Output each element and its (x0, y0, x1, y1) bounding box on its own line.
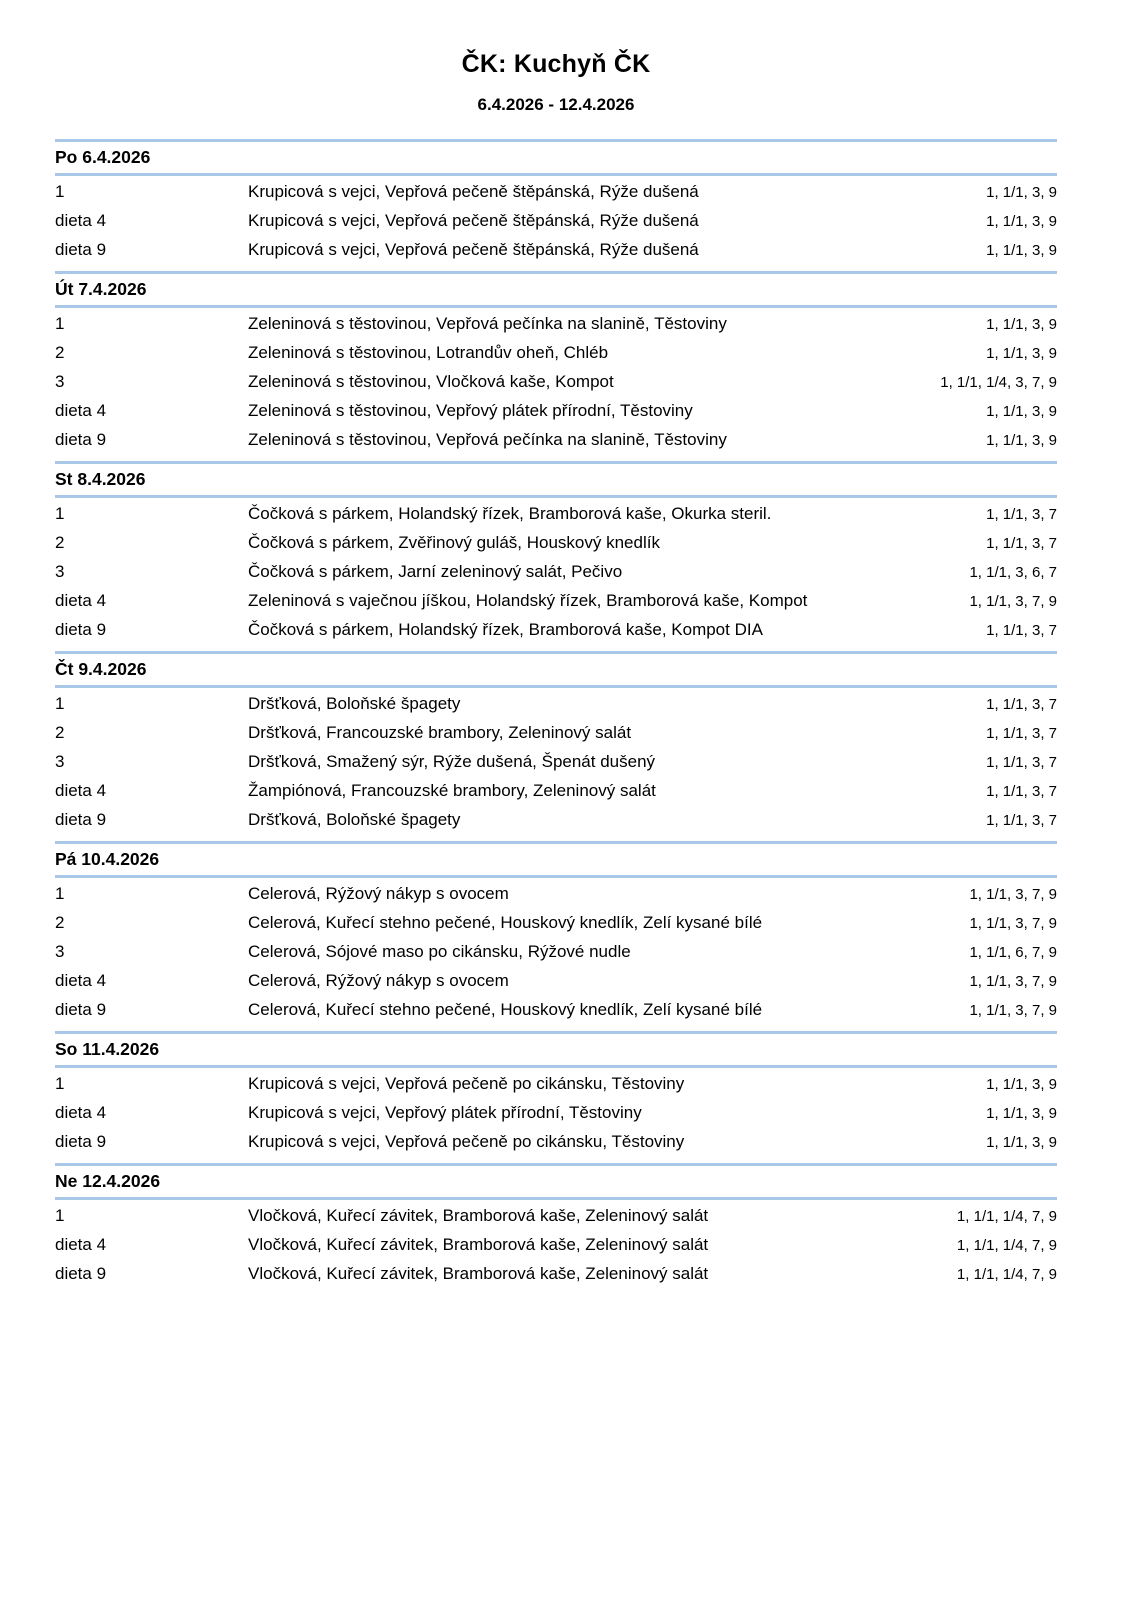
day-section-saturday (55, 1031, 1057, 1163)
allergen-codes: 1, 1/1, 3, 9 (986, 432, 1057, 449)
day-section-tuesday (55, 271, 1057, 461)
meal-description: Krupicová s vejci, Vepřová pečeně po cikánsku, Těstoviny (248, 1074, 685, 1093)
meal-type-label: 3 (55, 562, 65, 581)
menu-row (55, 616, 1057, 645)
meal-type-label: dieta 4 (55, 401, 107, 420)
day-body (55, 498, 1057, 651)
meal-type-label: dieta 9 (55, 620, 107, 639)
allergen-codes: 1, 1/1, 3, 6, 7 (969, 564, 1057, 581)
menu-row (55, 587, 1057, 616)
day-body (55, 176, 1057, 271)
day-header: So 11.4.2026 (55, 1031, 1057, 1068)
meal-type-label: dieta 9 (55, 240, 107, 259)
day-header: St 8.4.2026 (55, 461, 1057, 498)
day-section-wednesday (55, 461, 1057, 651)
meal-type-label: 3 (55, 942, 65, 961)
meal-description: Dršťková, Boloňské špagety (248, 694, 461, 713)
allergen-codes: 1, 1/1, 1/4, 7, 9 (956, 1237, 1057, 1254)
allergen-codes: 1, 1/1, 3, 7, 9 (969, 593, 1057, 610)
meal-type-label: dieta 4 (55, 971, 107, 990)
meal-type-label: 1 (55, 504, 65, 523)
meal-description: Dršťková, Francouzské brambory, Zeleninový salát (248, 723, 632, 742)
day-body (55, 1200, 1057, 1295)
menu-row (55, 806, 1057, 835)
meal-description: Čočková s párkem, Holandský řízek, Bramborová kaše, Kompot DIA (248, 620, 763, 639)
menu-row (55, 996, 1057, 1025)
day-header: Čt 9.4.2026 (55, 651, 1057, 688)
date-range-subtitle: 6.4.2026 - 12.4.2026 (477, 95, 635, 114)
menu-row (55, 236, 1057, 265)
allergen-codes: 1, 1/1, 6, 7, 9 (969, 944, 1057, 961)
day-header: Po 6.4.2026 (55, 139, 1057, 176)
meal-description: Krupicová s vejci, Vepřová pečeně štěpánská, Rýže dušená (248, 240, 699, 259)
meal-type-label: dieta 4 (55, 1235, 107, 1254)
allergen-codes: 1, 1/1, 1/4, 7, 9 (956, 1266, 1057, 1283)
allergen-codes: 1, 1/1, 3, 9 (986, 345, 1057, 362)
day-body (55, 1068, 1057, 1163)
meal-description: Vločková, Kuřecí závitek, Bramborová kaše, Zeleninový salát (248, 1235, 709, 1254)
meal-description: Dršťková, Boloňské špagety (248, 810, 461, 829)
meal-type-label: 2 (55, 913, 65, 932)
menu-row (55, 1099, 1057, 1128)
meal-description: Zeleninová s těstovinou, Lotrandův oheň, Chléb (248, 343, 609, 362)
meal-description: Vločková, Kuřecí závitek, Bramborová kaše, Zeleninový salát (248, 1206, 709, 1225)
day-header: Ne 12.4.2026 (55, 1163, 1057, 1200)
allergen-codes: 1, 1/1, 3, 7, 9 (969, 915, 1057, 932)
meal-description: Celerová, Rýžový nákyp s ovocem (248, 884, 509, 903)
menu-row (55, 178, 1057, 207)
menu-row (55, 500, 1057, 529)
day-section-monday (55, 139, 1057, 271)
menu-row (55, 938, 1057, 967)
meal-description: Zeleninová s vaječnou jíškou, Holandský řízek, Bramborová kaše, Kompot (248, 591, 808, 610)
allergen-codes: 1, 1/1, 3, 7, 9 (969, 886, 1057, 903)
menu-row (55, 1202, 1057, 1231)
menu-row (55, 967, 1057, 996)
day-body (55, 688, 1057, 841)
meal-type-label: 2 (55, 343, 65, 362)
meal-description: Žampiónová, Francouzské brambory, Zeleninový salát (248, 781, 656, 800)
day-header: Út 7.4.2026 (55, 271, 1057, 308)
day-section-friday (55, 841, 1057, 1031)
allergen-codes: 1, 1/1, 3, 9 (986, 403, 1057, 420)
meal-type-label: 3 (55, 752, 65, 771)
meal-type-label: dieta 4 (55, 591, 107, 610)
meal-description: Vločková, Kuřecí závitek, Bramborová kaše, Zeleninový salát (248, 1264, 709, 1283)
meal-description: Čočková s párkem, Jarní zeleninový salát, Pečivo (248, 562, 623, 581)
day-section-sunday (55, 1163, 1057, 1295)
allergen-codes: 1, 1/1, 3, 7 (986, 622, 1057, 639)
meal-description: Celerová, Sójové maso po cikánsku, Rýžové nudle (248, 942, 631, 961)
menu-row (55, 909, 1057, 938)
meal-description: Zeleninová s těstovinou, Vepřová pečínka na slanině, Těstoviny (248, 314, 727, 333)
menu-row (55, 426, 1057, 455)
allergen-codes: 1, 1/1, 3, 7 (986, 535, 1057, 552)
meal-type-label: dieta 9 (55, 810, 107, 829)
allergen-codes: 1, 1/1, 3, 9 (986, 316, 1057, 333)
meal-description: Zeleninová s těstovinou, Vepřová pečínka na slanině, Těstoviny (248, 430, 727, 449)
menu-row (55, 777, 1057, 806)
menu-row (55, 310, 1057, 339)
menu-row (55, 690, 1057, 719)
menu-document (55, 0, 1057, 1295)
allergen-codes: 1, 1/1, 3, 7, 9 (969, 1002, 1057, 1019)
menu-row (55, 748, 1057, 777)
meal-type-label: 1 (55, 314, 65, 333)
menu-row (55, 1231, 1057, 1260)
meal-description: Krupicová s vejci, Vepřová pečeně štěpánská, Rýže dušená (248, 182, 699, 201)
menu-row (55, 339, 1057, 368)
allergen-codes: 1, 1/1, 3, 7 (986, 783, 1057, 800)
meal-description: Zeleninová s těstovinou, Vepřový plátek přírodní, Těstoviny (248, 401, 693, 420)
meal-type-label: 3 (55, 372, 65, 391)
meal-description: Krupicová s vejci, Vepřová pečeně štěpánská, Rýže dušená (248, 211, 699, 230)
meal-type-label: 1 (55, 694, 65, 713)
allergen-codes: 1, 1/1, 3, 7 (986, 812, 1057, 829)
meal-description: Celerová, Kuřecí stehno pečené, Houskový knedlík, Zelí kysané bílé (248, 1000, 763, 1019)
page-title: ČK: Kuchyň ČK (461, 50, 651, 78)
allergen-codes: 1, 1/1, 3, 9 (986, 184, 1057, 201)
menu-row (55, 719, 1057, 748)
allergen-codes: 1, 1/1, 3, 9 (986, 1134, 1057, 1151)
menu-row (55, 558, 1057, 587)
meal-type-label: dieta 9 (55, 1000, 107, 1019)
menu-row (55, 529, 1057, 558)
meal-description: Celerová, Kuřecí stehno pečené, Houskový knedlík, Zelí kysané bílé (248, 913, 763, 932)
menu-row (55, 397, 1057, 426)
meal-description: Krupicová s vejci, Vepřová pečeně po cikánsku, Těstoviny (248, 1132, 685, 1151)
meal-type-label: dieta 4 (55, 1103, 107, 1122)
meal-description: Čočková s párkem, Zvěřinový guláš, Houskový knedlík (248, 533, 660, 552)
meal-description: Dršťková, Smažený sýr, Rýže dušená, Špenát dušený (248, 752, 656, 771)
day-header: Pá 10.4.2026 (55, 841, 1057, 878)
meal-type-label: 1 (55, 1206, 65, 1225)
allergen-codes: 1, 1/1, 3, 7 (986, 725, 1057, 742)
meal-type-label: 1 (55, 884, 65, 903)
meal-type-label: dieta 4 (55, 781, 107, 800)
menu-row (55, 1128, 1057, 1157)
allergen-codes: 1, 1/1, 1/4, 3, 7, 9 (940, 374, 1057, 391)
meal-type-label: 1 (55, 182, 65, 201)
meal-type-label: 2 (55, 533, 65, 552)
allergen-codes: 1, 1/1, 1/4, 7, 9 (956, 1208, 1057, 1225)
meal-type-label: dieta 4 (55, 211, 107, 230)
day-body (55, 878, 1057, 1031)
menu-row (55, 1070, 1057, 1099)
allergen-codes: 1, 1/1, 3, 9 (986, 213, 1057, 230)
menu-row (55, 368, 1057, 397)
allergen-codes: 1, 1/1, 3, 9 (986, 1076, 1057, 1093)
meal-type-label: dieta 9 (55, 1132, 107, 1151)
meal-type-label: 2 (55, 723, 65, 742)
allergen-codes: 1, 1/1, 3, 9 (986, 242, 1057, 259)
meal-description: Celerová, Rýžový nákyp s ovocem (248, 971, 509, 990)
meal-description: Krupicová s vejci, Vepřový plátek přírodní, Těstoviny (248, 1103, 642, 1122)
allergen-codes: 1, 1/1, 3, 7 (986, 754, 1057, 771)
meal-type-label: 1 (55, 1074, 65, 1093)
menu-row (55, 880, 1057, 909)
menu-row (55, 207, 1057, 236)
menu-row (55, 1260, 1057, 1289)
meal-description: Čočková s párkem, Holandský řízek, Bramborová kaše, Okurka steril. (248, 504, 772, 523)
meal-type-label: dieta 9 (55, 1264, 107, 1283)
meal-type-label: dieta 9 (55, 430, 107, 449)
allergen-codes: 1, 1/1, 3, 7, 9 (969, 973, 1057, 990)
day-section-thursday (55, 651, 1057, 841)
allergen-codes: 1, 1/1, 3, 9 (986, 1105, 1057, 1122)
meal-description: Zeleninová s těstovinou, Vločková kaše, Kompot (248, 372, 614, 391)
day-body (55, 308, 1057, 461)
allergen-codes: 1, 1/1, 3, 7 (986, 696, 1057, 713)
allergen-codes: 1, 1/1, 3, 7 (986, 506, 1057, 523)
